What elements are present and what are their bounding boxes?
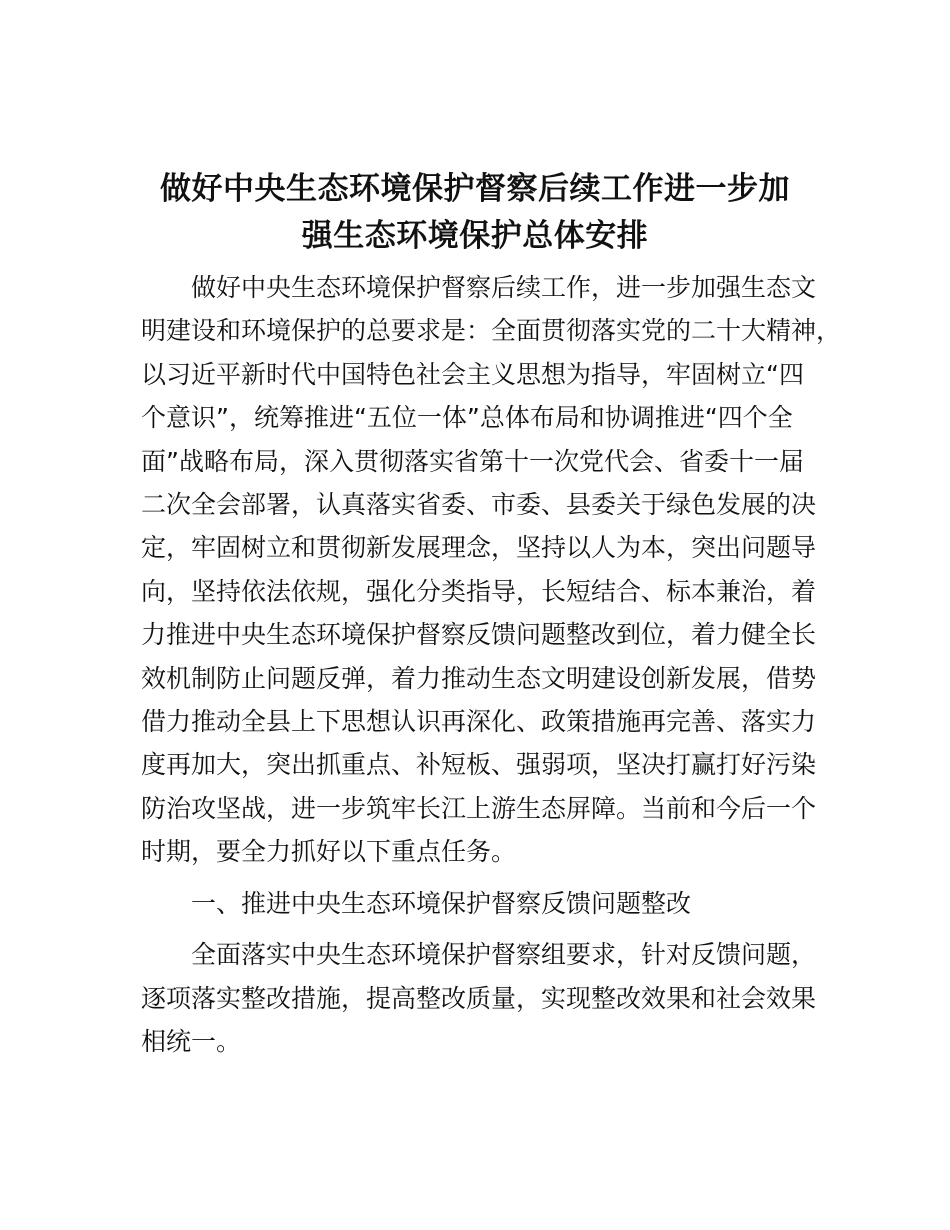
paragraph-line: 向，坚持依法依规，强化分类指导，长短结合、标本兼治，着 [141,576,817,606]
paragraph-line: 以习近平新时代中国特色社会主义思想为指导，牢固树立“四 [141,359,804,389]
title-line: 强生态环境保护总体安排 [301,218,649,254]
paragraph-line: 面”战略布局，深入贯彻落实省第十一次党代会、省委十一届 [141,446,804,476]
section-heading: 一、推进中央生态环境保护督察反馈问题整改 [191,888,692,918]
paragraph-line: 做好中央生态环境保护督察后续工作，进一步加强生态文 [191,273,817,302]
document-body [141,266,842,1063]
paragraph-line: 时期，要全力抓好以下重点任务。 [141,837,517,867]
paragraph-line: 效机制防止问题反弹，着力推动生态文明建设创新发展，借势 [141,663,817,693]
paragraph-line: 相统一。 [141,1026,242,1056]
paragraph-line: 逐项落实整改措施，提高整改质量，实现整改效果和社会效果 [141,983,817,1013]
paragraph-line: 度再加大，突出抓重点、补短板、强弱项，坚决打赢打好污染 [141,750,817,780]
intro-paragraph [141,266,842,874]
paragraph-line: 防治攻坚战，进一步筑牢长江上游生态屏障。当前和今后一个 [141,793,817,823]
paragraph-line: 定，牢固树立和贯彻新发展理念，坚持以人为本，突出问题导 [141,533,817,563]
paragraph-line: 借力推动全县上下思想认识再深化、政策措施再完善、落实力 [141,707,817,737]
paragraph-line: 二次全会部署，认真落实省委、市委、县委关于绿色发展的决 [141,490,817,520]
paragraph-line: 明建设和环境保护的总要求是：全面贯彻落实党的二十大精神， [141,316,842,346]
paragraph-line: 力推进中央生态环境保护督察反馈问题整改到位，着力健全长 [141,620,817,650]
paragraph-line: 个意识”，统筹推进“五位一体”总体布局和协调推进“四个全 [141,403,793,433]
title-line: 做好中央生态环境保护督察后续工作进一步加 [160,171,790,207]
document-title [120,166,830,260]
paragraph-line: 全面落实中央生态环境保护督察组要求，针对反馈问题， [191,940,817,970]
section-paragraph [141,933,831,1063]
